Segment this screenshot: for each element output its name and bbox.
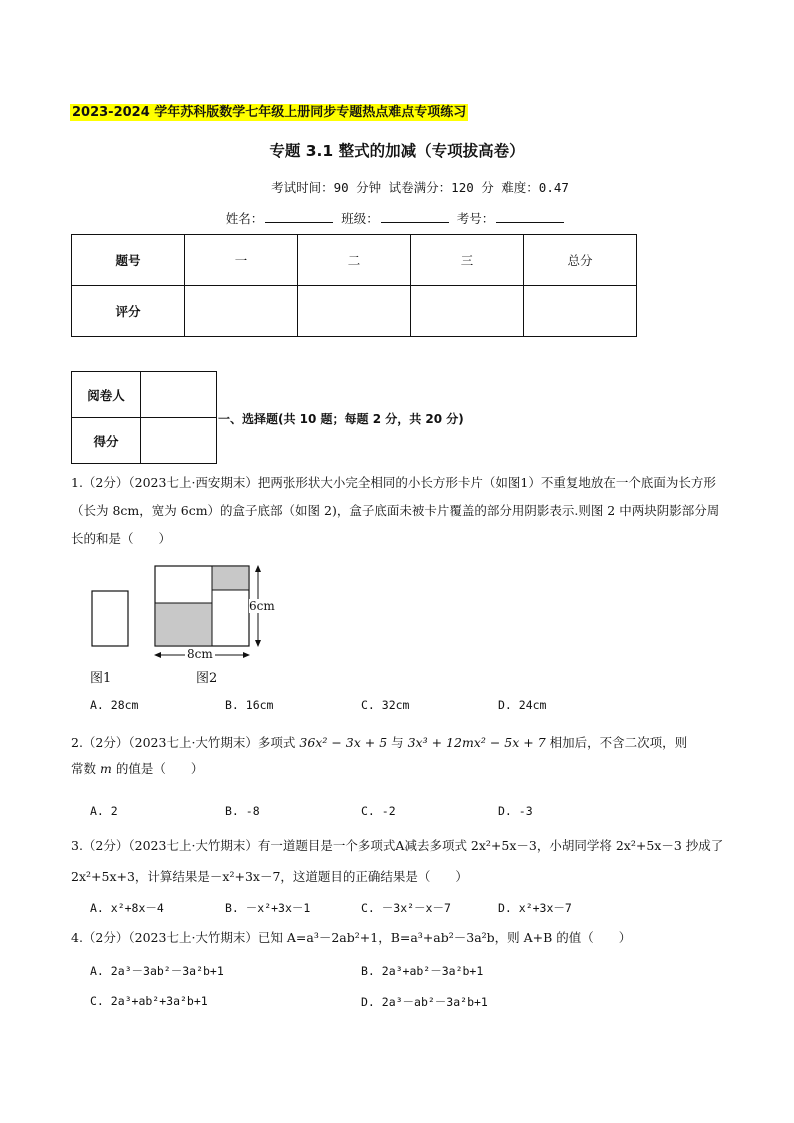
option-c[interactable]: C. 32cm	[361, 698, 410, 712]
option-a[interactable]: A. 28cm	[90, 698, 139, 712]
name-blank[interactable]	[265, 210, 333, 223]
option-b[interactable]: B. －x²+3x－1	[225, 901, 311, 915]
series-banner: 2023-2024 学年苏科版数学七年级上册同步专题热点难点专项练习	[72, 105, 467, 120]
score-table	[71, 234, 637, 337]
score-header-cell: 题号	[72, 235, 185, 286]
option-a[interactable]: A. 2a³－3ab²－3a²b+1	[90, 964, 224, 978]
option-c[interactable]: C. －3x²－x－7	[361, 901, 451, 915]
figure-2-caption: 图2	[196, 671, 218, 686]
score-row-label: 评分	[72, 286, 185, 337]
polynomial-2: 3x³ + 12mx² − 5x + 7	[407, 735, 546, 750]
page-title: 专题 3.1 整式的加减（专项拔高卷）	[269, 142, 525, 160]
score-value-row	[72, 286, 637, 337]
arrowhead	[255, 565, 261, 572]
score-header-cell: 一	[185, 235, 298, 286]
exam-meta: 考试时间：90 分钟 试卷满分：120 分 难度：0.47	[271, 180, 569, 195]
option-a[interactable]: A. 2	[90, 804, 118, 818]
id-label: 考号：	[456, 211, 495, 226]
arrowhead	[154, 652, 161, 658]
id-blank[interactable]	[496, 210, 564, 223]
option-d[interactable]: D. x²+3x－7	[498, 901, 572, 915]
score-header-cell: 三	[411, 235, 524, 286]
shaded-region-left	[155, 603, 212, 646]
name-label: 姓名：	[225, 211, 264, 226]
option-c[interactable]: C. -2	[361, 804, 396, 818]
option-c[interactable]: C. 2a³+ab²+3a²b+1	[90, 994, 208, 1008]
student-info	[0, 209, 794, 227]
option-b[interactable]: B. -8	[225, 804, 260, 818]
question-4-text: 4.（2分）（2023七上·大竹期末）已知 A=a³－2ab²+1，B=a³+ab²－3a²b，则 A+B 的值（ ）	[71, 930, 632, 945]
question-3-text: 3.（2分）（2023七上·大竹期末）有一道题目是一个多项式A减去多项式 2x²+5x－3，小胡同学将 2x²+5x－3 抄成了 2x²+5x+3，计算结果是－x²+3x－7，这道题目的正确结果是（ ）	[71, 838, 724, 884]
option-d[interactable]: D. 2a³－ab²－3a²b+1	[361, 995, 488, 1009]
score-header-cell: 二	[298, 235, 411, 286]
reviewer-cell[interactable]	[141, 372, 217, 418]
variable-m: m	[99, 761, 112, 776]
option-b[interactable]: B. 16cm	[225, 698, 274, 712]
section-heading: 一、选择题(共 10 题；每题 2 分，共 20 分)	[218, 412, 464, 426]
question-2-suffix: 相加后，不含二次项，则	[545, 735, 688, 750]
score-cell[interactable]	[298, 286, 411, 337]
score-cell[interactable]	[411, 286, 524, 337]
arrowhead	[255, 640, 261, 647]
score-header-cell: 总分	[524, 235, 637, 286]
score-header-row	[72, 235, 637, 286]
score-cell[interactable]	[524, 286, 637, 337]
option-d[interactable]: D. -3	[498, 804, 533, 818]
class-blank[interactable]	[381, 210, 449, 223]
score-label: 得分	[72, 418, 141, 464]
figure-1-caption: 图1	[90, 671, 112, 686]
width-label: 8cm	[187, 647, 213, 661]
grader-table	[71, 371, 217, 464]
shaded-region-top-right	[212, 566, 249, 590]
height-label: 6cm	[249, 599, 275, 613]
option-d[interactable]: D. 24cm	[498, 698, 547, 712]
question-2-line2a: 常数	[71, 761, 100, 776]
reviewer-label: 阅卷人	[72, 372, 141, 418]
question-2-mid: 与	[387, 735, 408, 750]
option-b[interactable]: B. 2a³+ab²－3a²b+1	[361, 964, 484, 978]
section-score-cell[interactable]	[141, 418, 217, 464]
question-2-prefix: 2.（2分）（2023七上·大竹期末）多项式	[71, 735, 300, 750]
question-1-figure	[80, 560, 290, 690]
question-1-text: 1.（2分）（2023七上·西安期末）把两张形状大小完全相同的小长方形卡片（如图1）不重复地放在一个底面为长方形（长为 8cm，宽为 6cm）的盒子底部（如图 2)，盒子底面未被卡片覆盖的部分用阴影表示.则图 2 中两块阴影部分周长的和是（ ）	[71, 475, 720, 546]
question-2-line2b: 的值是（ ）	[111, 761, 204, 776]
score-cell[interactable]	[185, 286, 298, 337]
option-a[interactable]: A. x²+8x－4	[90, 901, 164, 915]
polynomial-1: 36x² − 3x + 5	[299, 735, 388, 750]
arrowhead	[243, 652, 250, 658]
question-2-text	[71, 730, 731, 782]
class-label: 班级：	[341, 211, 379, 226]
figure-1-card	[92, 591, 128, 646]
